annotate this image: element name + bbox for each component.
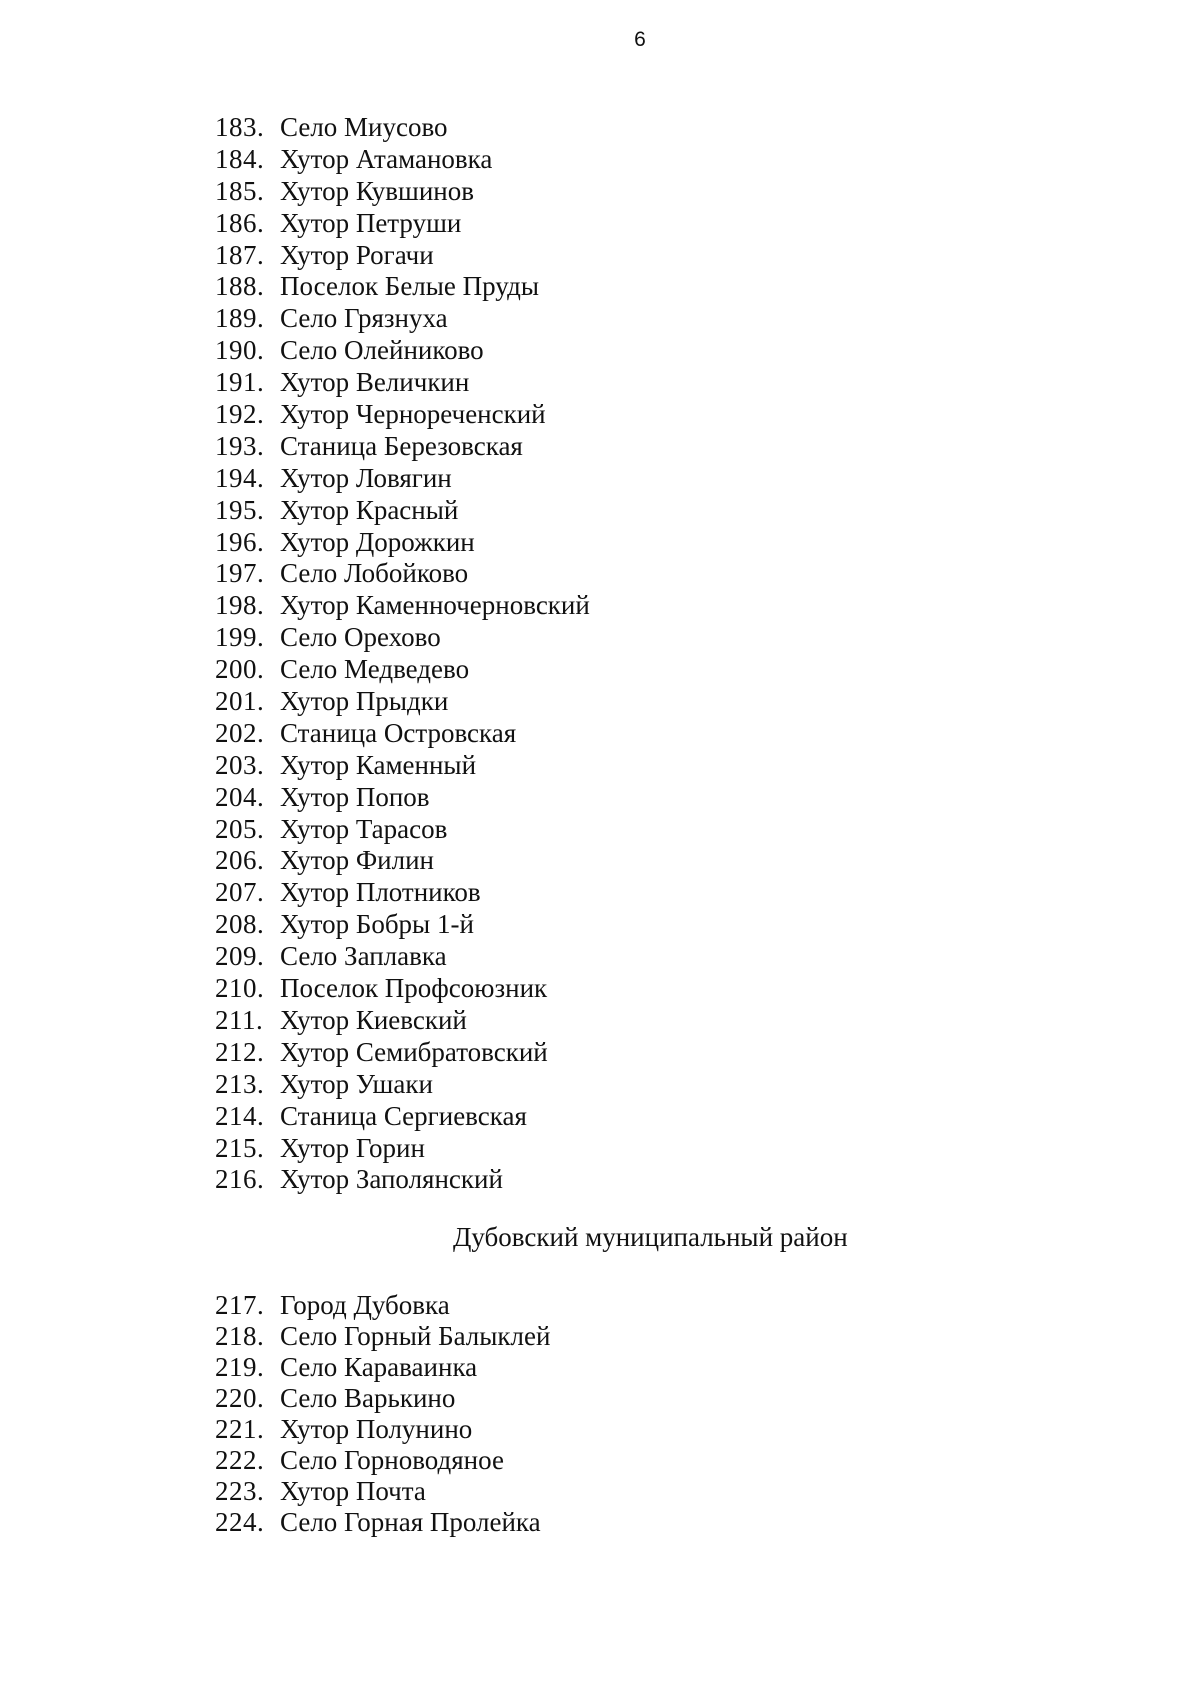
item-name: Хутор Киевский bbox=[280, 1004, 467, 1035]
item-number: 192. bbox=[215, 399, 265, 430]
list-item bbox=[215, 654, 590, 686]
item-name: Село Миусово bbox=[280, 112, 448, 142]
list-item bbox=[215, 1290, 550, 1321]
list-item bbox=[215, 1476, 550, 1507]
item-name: Хутор Семибратовский bbox=[280, 1036, 548, 1067]
item-number: 212. bbox=[215, 1036, 265, 1067]
item-number: 208. bbox=[215, 909, 265, 940]
list-item bbox=[215, 941, 590, 973]
item-number: 219. bbox=[215, 1352, 265, 1382]
item-number: 221. bbox=[215, 1414, 265, 1444]
list-item bbox=[215, 112, 590, 144]
item-number: 220. bbox=[215, 1383, 265, 1413]
item-name: Село Горная Пролейка bbox=[280, 1507, 541, 1537]
item-name: Хутор Горин bbox=[280, 1132, 425, 1163]
list-item bbox=[215, 782, 590, 814]
item-name: Село Лобойково bbox=[280, 558, 469, 589]
item-name: Село Олейниково bbox=[280, 335, 484, 366]
item-number: 210. bbox=[215, 973, 265, 1004]
list-item bbox=[215, 590, 590, 622]
item-number: 203. bbox=[215, 749, 265, 780]
list-item bbox=[215, 1005, 590, 1037]
item-name: Хутор Чернореченский bbox=[280, 399, 546, 430]
item-name: Хутор Кувшинов bbox=[280, 175, 474, 206]
list-item bbox=[215, 208, 590, 240]
list-item bbox=[215, 367, 590, 399]
item-name: Село Караваинка bbox=[280, 1352, 478, 1382]
item-name: Станица Островская bbox=[280, 717, 517, 748]
item-name: Хутор Дорожкин bbox=[280, 526, 475, 557]
section-heading: Дубовский муниципальный район bbox=[453, 1222, 848, 1252]
item-number: 194. bbox=[215, 462, 265, 493]
list-item bbox=[215, 909, 590, 941]
item-name: Хутор Каменный bbox=[280, 749, 477, 780]
item-number: 216. bbox=[215, 1164, 265, 1195]
item-name: Город Дубовка bbox=[280, 1290, 450, 1320]
item-name: Хутор Филин bbox=[280, 845, 434, 876]
item-number: 218. bbox=[215, 1321, 265, 1351]
item-name: Село Варькино bbox=[280, 1383, 456, 1413]
list-item bbox=[215, 271, 590, 303]
list-item bbox=[215, 750, 590, 782]
item-name: Поселок Белые Пруды bbox=[280, 271, 539, 302]
item-number: 201. bbox=[215, 686, 265, 717]
list-item bbox=[215, 1133, 590, 1165]
item-name: Хутор Рогачи bbox=[280, 239, 434, 270]
item-name: Хутор Тарасов bbox=[280, 813, 448, 844]
item-number: 204. bbox=[215, 781, 265, 812]
item-name: Хутор Заполянский bbox=[280, 1164, 503, 1195]
item-number: 213. bbox=[215, 1068, 265, 1099]
item-number: 217. bbox=[215, 1290, 265, 1320]
item-number: 206. bbox=[215, 845, 265, 876]
list-item bbox=[215, 1352, 550, 1383]
list-item bbox=[215, 240, 590, 272]
item-number: 223. bbox=[215, 1476, 265, 1506]
page-number: 6 bbox=[634, 28, 646, 51]
item-name: Хутор Каменночерновский bbox=[280, 590, 590, 621]
list-item bbox=[215, 718, 590, 750]
item-name: Село Горный Балыклей bbox=[280, 1321, 551, 1351]
item-number: 205. bbox=[215, 813, 265, 844]
item-number: 188. bbox=[215, 271, 265, 302]
item-number: 214. bbox=[215, 1100, 265, 1131]
list-item bbox=[215, 303, 590, 335]
list-item bbox=[215, 845, 590, 877]
item-number: 193. bbox=[215, 430, 265, 461]
list-item bbox=[215, 814, 590, 846]
item-number: 187. bbox=[215, 239, 265, 270]
list-item bbox=[215, 399, 590, 431]
item-number: 183. bbox=[215, 112, 265, 142]
list-item bbox=[215, 686, 590, 718]
list-item bbox=[215, 1101, 590, 1133]
item-name: Хутор Величкин bbox=[280, 367, 470, 398]
item-name: Хутор Бобры 1-й bbox=[280, 909, 474, 940]
list-item bbox=[215, 877, 590, 909]
item-number: 185. bbox=[215, 175, 265, 206]
list-item bbox=[215, 431, 590, 463]
item-name: Село Медведево bbox=[280, 654, 470, 685]
item-name: Хутор Попов bbox=[280, 781, 430, 812]
list-item bbox=[215, 622, 590, 654]
item-number: 186. bbox=[215, 207, 265, 238]
settlement-list-part-2 bbox=[215, 1290, 550, 1538]
item-number: 196. bbox=[215, 526, 265, 557]
list-item bbox=[215, 1321, 550, 1352]
item-name: Село Грязнуха bbox=[280, 303, 448, 334]
list-item bbox=[215, 1414, 550, 1445]
item-name: Село Заплавка bbox=[280, 941, 447, 972]
item-number: 211. bbox=[215, 1004, 264, 1035]
item-number: 222. bbox=[215, 1445, 265, 1475]
list-item bbox=[215, 495, 590, 527]
list-item bbox=[215, 558, 590, 590]
list-item bbox=[215, 973, 590, 1005]
item-name: Хутор Петруши bbox=[280, 207, 462, 238]
list-item bbox=[215, 1164, 590, 1196]
item-name: Хутор Прыдки bbox=[280, 686, 449, 717]
list-item bbox=[215, 1383, 550, 1414]
item-number: 195. bbox=[215, 494, 265, 525]
item-name: Село Горноводяное bbox=[280, 1445, 504, 1475]
item-name: Поселок Профсоюзник bbox=[280, 973, 548, 1004]
list-item bbox=[215, 1445, 550, 1476]
item-number: 200. bbox=[215, 654, 265, 685]
item-name: Хутор Ловягин bbox=[280, 462, 452, 493]
item-number: 199. bbox=[215, 622, 265, 653]
list-item bbox=[215, 1069, 590, 1101]
item-name: Хутор Почта bbox=[280, 1476, 426, 1506]
item-number: 197. bbox=[215, 558, 265, 589]
item-name: Станица Березовская bbox=[280, 430, 523, 461]
item-name: Хутор Красный bbox=[280, 494, 459, 525]
item-name: Хутор Ушаки bbox=[280, 1068, 433, 1099]
item-name: Хутор Плотников bbox=[280, 877, 481, 908]
item-number: 202. bbox=[215, 717, 265, 748]
item-name: Станица Сергиевская bbox=[280, 1100, 527, 1131]
item-number: 189. bbox=[215, 303, 265, 334]
item-number: 198. bbox=[215, 590, 265, 621]
item-number: 184. bbox=[215, 143, 265, 174]
item-number: 191. bbox=[215, 367, 265, 398]
item-number: 209. bbox=[215, 941, 265, 972]
list-item bbox=[215, 176, 590, 208]
settlement-list-part-1 bbox=[215, 112, 590, 1196]
item-number: 207. bbox=[215, 877, 265, 908]
list-item bbox=[215, 527, 590, 559]
list-item bbox=[215, 1037, 590, 1069]
list-item bbox=[215, 463, 590, 495]
item-number: 215. bbox=[215, 1132, 265, 1163]
item-name: Село Орехово bbox=[280, 622, 441, 653]
list-item bbox=[215, 1507, 550, 1538]
item-name: Хутор Полунино bbox=[280, 1414, 473, 1444]
item-number: 190. bbox=[215, 335, 265, 366]
item-number: 224. bbox=[215, 1507, 265, 1537]
list-item bbox=[215, 335, 590, 367]
item-name: Хутор Атамановка bbox=[280, 143, 493, 174]
list-item bbox=[215, 144, 590, 176]
